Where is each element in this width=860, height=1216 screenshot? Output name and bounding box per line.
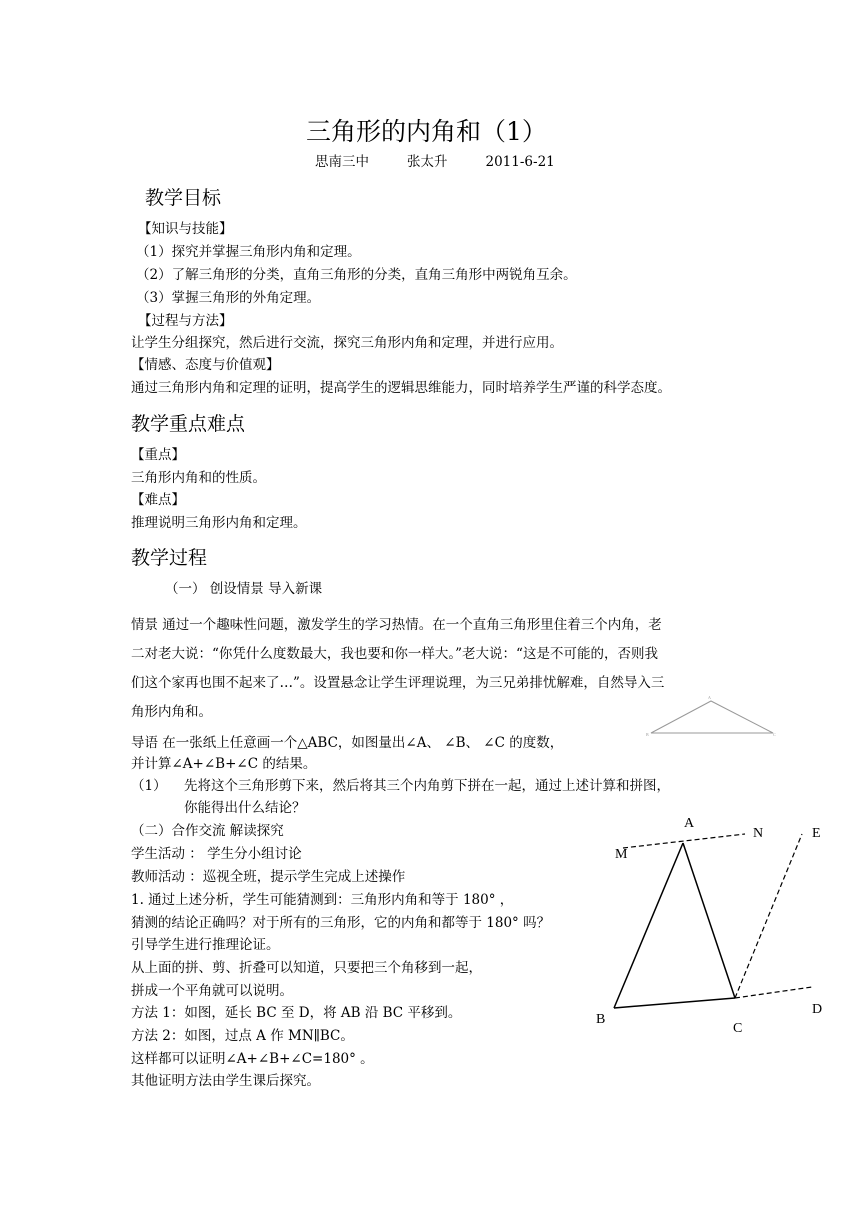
student-activity: 学生活动 ： 学生分小组讨论	[131, 846, 302, 862]
knowledge-title: 【知识与技能】	[138, 221, 233, 237]
point-label-a: A	[684, 816, 695, 831]
proof-line-4: 从上面的拼、剪、折叠可以知道，只要把三个角移到一起，	[131, 960, 482, 976]
proof-extension: 其他证明方法由学生课后探究。	[131, 1073, 320, 1089]
point-label-b: B	[596, 1012, 606, 1027]
section-heading-objectives: 教学目标	[145, 187, 222, 209]
process-text: 让学生分组探究，然后进行交流，探究三角形内角和定理，并进行应用。	[131, 335, 563, 351]
byline-author: 张太升	[407, 154, 448, 170]
emotion-title: 【情感、态度与价值观】	[131, 357, 280, 373]
subsection-1-title: （一） 创设情景 导入新课	[165, 581, 323, 597]
scenario-line-4: 角形内角和。	[131, 704, 212, 720]
guide-line-1: 导语 在一张纸上任意画一个△ABC，如图量出∠A、 ∠B、 ∠C 的度数，	[131, 735, 564, 751]
key-text: 三角形内角和的性质。	[131, 470, 266, 486]
point-label-c: C	[733, 1021, 743, 1036]
point-label-e: E	[812, 826, 821, 841]
key-title: 【重点】	[131, 447, 185, 463]
proof-line-1: 1. 通过上述分析，学生可能猜测到：三角形内角和等于 180° ，	[131, 892, 514, 908]
item-1-text-b: 你能得出什么结论？	[184, 800, 306, 816]
section-heading-process: 教学过程	[131, 547, 208, 569]
knowledge-item-2: （2）了解三角形的分类，直角三角形的分类，直角三角形中两锐角互余。	[136, 267, 577, 283]
small-triangle-label-b: B	[646, 732, 649, 737]
segment-ab	[614, 843, 683, 1008]
point-label-m: M	[615, 847, 628, 862]
page-title: 三角形的内角和（1）	[306, 117, 547, 146]
guide-line-2: 并计算∠A+∠B+∠C 的结果。	[131, 756, 317, 772]
small-triangle-label-c: C	[773, 732, 776, 737]
scenario-line-3: 们这个家再也围不起来了…”。设置悬念让学生评理说理，为三兄弟排忧解难，自然导入三	[131, 675, 665, 691]
small-triangle-figure	[645, 693, 780, 738]
byline-school: 思南三中	[315, 154, 369, 170]
proof-line-3: 引导学生进行推理论证。	[131, 937, 280, 953]
proof-line-2: 猜测的结论正确吗？对于所有的三角形，它的内角和都等于 180° 吗？	[131, 915, 551, 931]
difficulty-title: 【难点】	[131, 492, 185, 508]
triangle-proof-figure	[585, 810, 830, 1040]
segment-ac	[683, 843, 735, 998]
proof-conclusion: 这样都可以证明∠A+∠B+∠C=180° 。	[131, 1051, 374, 1067]
item-1-number: （1）	[131, 778, 167, 794]
point-label-d: D	[812, 1002, 823, 1017]
line-cd-dashed	[735, 987, 812, 998]
difficulty-text: 推理说明三角形内角和定理。	[131, 515, 307, 531]
process-title: 【过程与方法】	[138, 313, 233, 329]
scenario-line-2: 二对老大说：“你凭什么度数最大，我也要和你一样大。”老大说：“这是不可能的，否则我	[131, 646, 658, 662]
scenario-line-1: 情景 通过一个趣味性问题，激发学生的学习热情。在一个直角三角形里住着三个内角，老	[131, 617, 662, 633]
small-triangle-label-a: A	[708, 695, 711, 700]
small-triangle-shape	[651, 701, 773, 733]
segment-bc	[614, 998, 735, 1008]
teacher-activity: 教师活动 ：巡视全班，提示学生完成上述操作	[131, 869, 406, 885]
section-heading-key-points: 教学重点难点	[131, 413, 246, 435]
line-ce-dashed	[735, 834, 802, 998]
point-label-n: N	[753, 826, 764, 841]
byline	[315, 153, 555, 171]
knowledge-item-3: （3）掌握三角形的外角定理。	[136, 290, 321, 306]
proof-method-1: 方法 1：如图，延长 BC 至 D，将 AB 沿 BC 平移到。	[131, 1005, 462, 1021]
subsection-2-title: （二）合作交流 解读探究	[131, 823, 284, 839]
byline-date: 2011-6-21	[485, 154, 555, 170]
proof-line-5: 拼成一个平角就可以说明。	[131, 983, 293, 999]
emotion-text: 通过三角形内角和定理的证明，提高学生的逻辑思维能力，同时培养学生严谨的科学态度。	[131, 380, 671, 396]
proof-method-2: 方法 2：如图，过点 A 作 MN∥BC。	[131, 1028, 354, 1044]
item-1-text-a: 先将这个三角形剪下来，然后将其三个内角剪下拼在一起，通过上述计算和拼图，	[184, 778, 670, 794]
knowledge-item-1: （1）探究并掌握三角形内角和定理。	[136, 244, 361, 260]
